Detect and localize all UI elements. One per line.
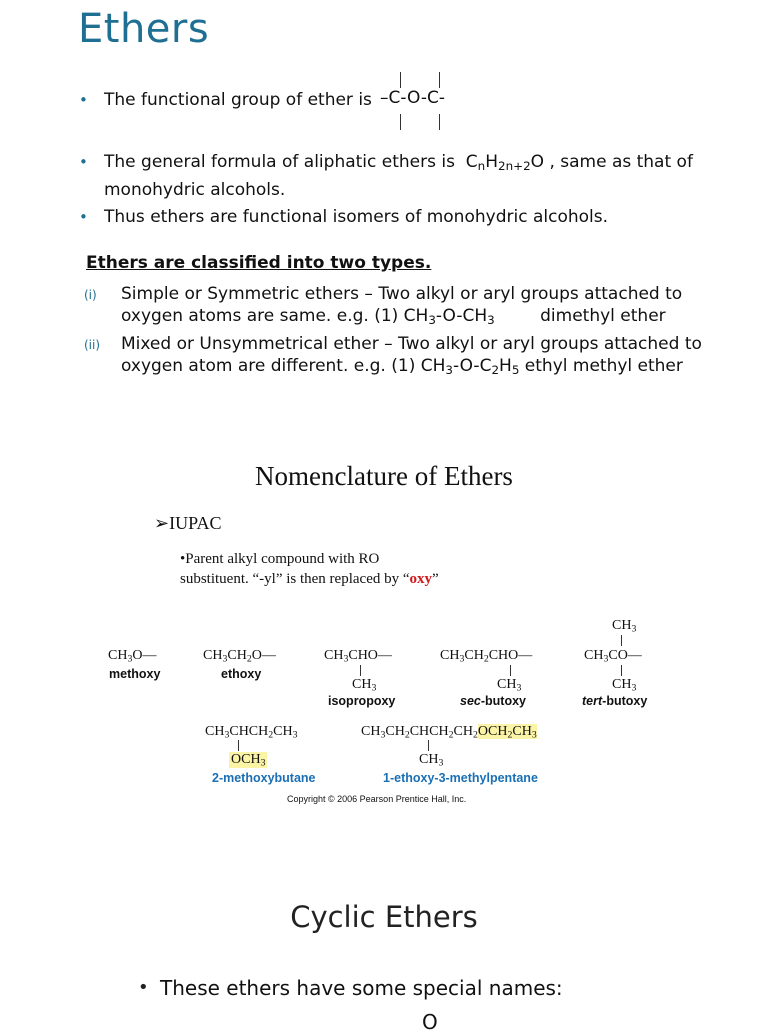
bullet-dot: •	[138, 977, 149, 998]
functional-group-structure	[380, 68, 470, 138]
type-mixed-ether: (ii) Mixed or Unsymmetrical ether – Two alkyl or aryl groups attached to oxygen atom are different. e.g. (1) $CH_3-O-C_2H_5$ ethyl methyl ether	[84, 334, 702, 377]
isopropoxy-structure: $CH_3CHO—$	[324, 648, 392, 665]
bond-line	[439, 72, 440, 88]
isopropoxy-ch3: $CH_3$	[352, 677, 377, 694]
label-sec-butoxy: sec-butoxy	[460, 694, 526, 708]
tert-butoxy-bottom-ch3: $CH_3$	[612, 677, 637, 694]
bond-line	[400, 72, 401, 88]
sec-butoxy-structure: $CH_3CH_2CHO—$	[440, 648, 533, 665]
sec-butoxy-ch3: $CH_3$	[497, 677, 522, 694]
slide-title-cyclic-ethers: Cyclic Ethers	[290, 900, 478, 934]
ethoxy-structure: $CH_3CH_2O—$	[203, 648, 276, 665]
methoxybutane-structure: $CH_3CHCH_2CH_3$	[205, 724, 298, 741]
cyclic-structure-partial: O	[422, 1010, 438, 1034]
arrow-bullet-icon: ➢	[154, 513, 170, 533]
label-ethoxy: ethoxy	[221, 667, 262, 681]
iupac-heading: ➢IUPAC	[154, 513, 222, 533]
copyright-notice: Copyright © 2006 Pearson Prentice Hall, Inc.	[287, 794, 467, 804]
label-methoxybutane: 2-methoxybutane	[212, 771, 316, 785]
bullet-dot: •	[79, 208, 88, 226]
slide-title-nomenclature: Nomenclature of Ethers	[255, 461, 513, 491]
slide-title-ethers: Ethers	[78, 6, 210, 52]
ethoxymethylpentane-structure: $CH_3CH_2CHCH_2CH_2OCH_2CH_3$	[361, 724, 537, 741]
classification-heading: Ethers are classified into two types.	[86, 253, 432, 273]
bond-line	[510, 665, 511, 676]
general-formula: $C_nH_{2n+2}O$	[460, 152, 545, 173]
formula-dimethyl: $_3-O-CH_3$	[428, 306, 495, 327]
iupac-note: •Parent alkyl compound with RO substituent. “-yl” is then replaced by “oxy”	[180, 551, 439, 587]
methoxybutane-och3: $OCH_3$	[231, 752, 266, 769]
tert-butoxy-top-ch3: $CH_3$	[612, 618, 637, 635]
bond-line	[428, 740, 429, 751]
bond-line	[621, 635, 622, 646]
formula-ethyl-methyl: $_3-O-C_2H_5$	[445, 356, 520, 377]
bond-line	[621, 665, 622, 676]
label-ethoxymethylpentane: 1-ethoxy-3-methylpentane	[383, 771, 538, 785]
label-methoxy: methoxy	[109, 667, 161, 681]
oxy-highlight: oxy	[409, 571, 433, 587]
label-isopropoxy: isopropoxy	[328, 694, 396, 708]
bond-line	[238, 740, 239, 751]
bond-line	[439, 114, 440, 130]
bullet-special-names: • These ethers have some special names:	[138, 976, 563, 1000]
bond-line	[400, 114, 401, 130]
bullet-isomers: • Thus ethers are functional isomers of monohydric alcohols.	[79, 207, 608, 227]
bullet-functional-group: • The functional group of ether is	[79, 90, 372, 110]
tert-butoxy-structure: $CH_3CO—$	[584, 648, 642, 665]
functional-group-formula: –C-O-C-	[380, 88, 445, 108]
methoxy-structure: $CH_3O—$	[108, 648, 157, 665]
bullet-dot: •	[79, 91, 88, 109]
bond-line	[360, 665, 361, 676]
bullet-dot: •	[79, 153, 88, 171]
label-tert-butoxy: tert-butoxy	[582, 694, 648, 708]
type-simple-ether: (i) Simple or Symmetric ethers – Two alkyl or aryl groups attached to oxygen atoms are same. e.g. (1) $CH_3-O-CH_3$ dimethyl ether	[84, 284, 683, 327]
ethoxymethylpentane-ch3: $CH_3$	[419, 752, 444, 769]
bullet-general-formula: • The general formula of aliphatic ethers is $C_nH_{2n+2}O$ , same as that of monohydric alcohols.	[79, 152, 693, 200]
